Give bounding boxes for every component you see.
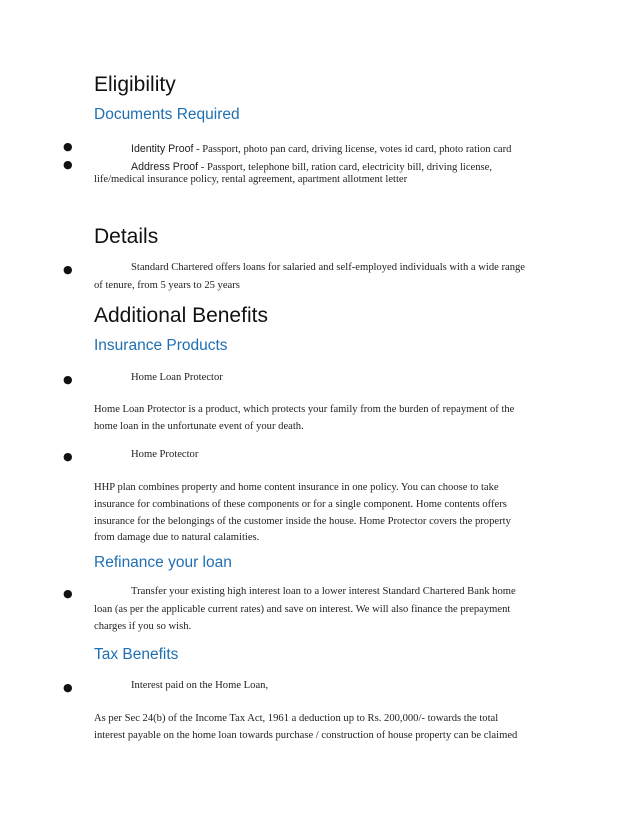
documents-required-heading: Documents Required [94,106,240,123]
insurance-products-heading: Insurance Products [94,337,228,354]
home-loan-protector-text: Home Loan Protector is a product, which protects your family from the burden of repayment of the [94,404,515,415]
details-heading: Details [94,225,159,248]
tax-benefit-text: interest payable on the home loan towards purchase / construction of house property can be claimed [94,730,518,741]
address-proof-continuation: life/medical insurance policy, rental agreement, apartment allotment letter [94,174,408,185]
identity-proof-label: Identity Proof [131,143,194,155]
refinance-text: Transfer your existing high interest loan to a lower interest Standard Chartered Bank home [131,586,516,597]
refinance-text: loan (as per the applicable current rates) and save on interest. We will also finance the prepayment [94,604,511,615]
additional-benefits-heading: Additional Benefits [94,304,268,327]
tax-benefit-text: As per Sec 24(b) of the Income Tax Act, 1961 a deduction up to Rs. 200,000/- towards the total [94,713,499,724]
details-text-line: Standard Chartered offers loans for salaried and self-employed individuals with a wide range [131,262,526,273]
address-proof-item [131,157,492,175]
details-text-line: of tenure, from 5 years to 25 years [94,280,240,291]
refinance-text: charges if you so wish. [94,621,192,632]
home-loan-protector-text: home loan in the unfortunate event of your death. [94,421,304,432]
home-protector-text: insurance for the belongings of the customer inside the house. Home Protector covers the property [94,516,511,527]
bullet-icon: ● [63,158,73,171]
bullet-icon: ● [63,450,73,463]
bullet-icon: ● [63,140,73,153]
home-protector-text: from damage due to natural calamities. [94,532,260,543]
home-protector-text: insurance for combinations of these components or for a single component. Home contents offers [94,499,507,510]
bullet-icon: ● [63,587,73,600]
home-loan-protector-title: Home Loan Protector [131,372,223,383]
bullet-icon: ● [63,263,73,276]
identity-proof-item [131,139,511,157]
address-proof-label: Address Proof [131,161,199,173]
bullet-icon: ● [63,681,73,694]
bullet-icon: ● [63,373,73,386]
tax-benefit-item: Interest paid on the Home Loan, [131,680,269,691]
home-protector-text: HHP plan combines property and home content insurance in one policy. You can choose to take [94,482,499,493]
tax-benefits-heading: Tax Benefits [94,646,179,663]
home-protector-title: Home Protector [131,449,199,460]
address-proof-text: - Passport, telephone bill, ration card, electricity bill, driving license, [198,162,493,173]
refinance-heading: Refinance your loan [94,554,232,571]
identity-proof-text: - Passport, photo pan card, driving license, votes id card, photo ration card [193,144,512,155]
eligibility-heading: Eligibility [94,73,176,96]
